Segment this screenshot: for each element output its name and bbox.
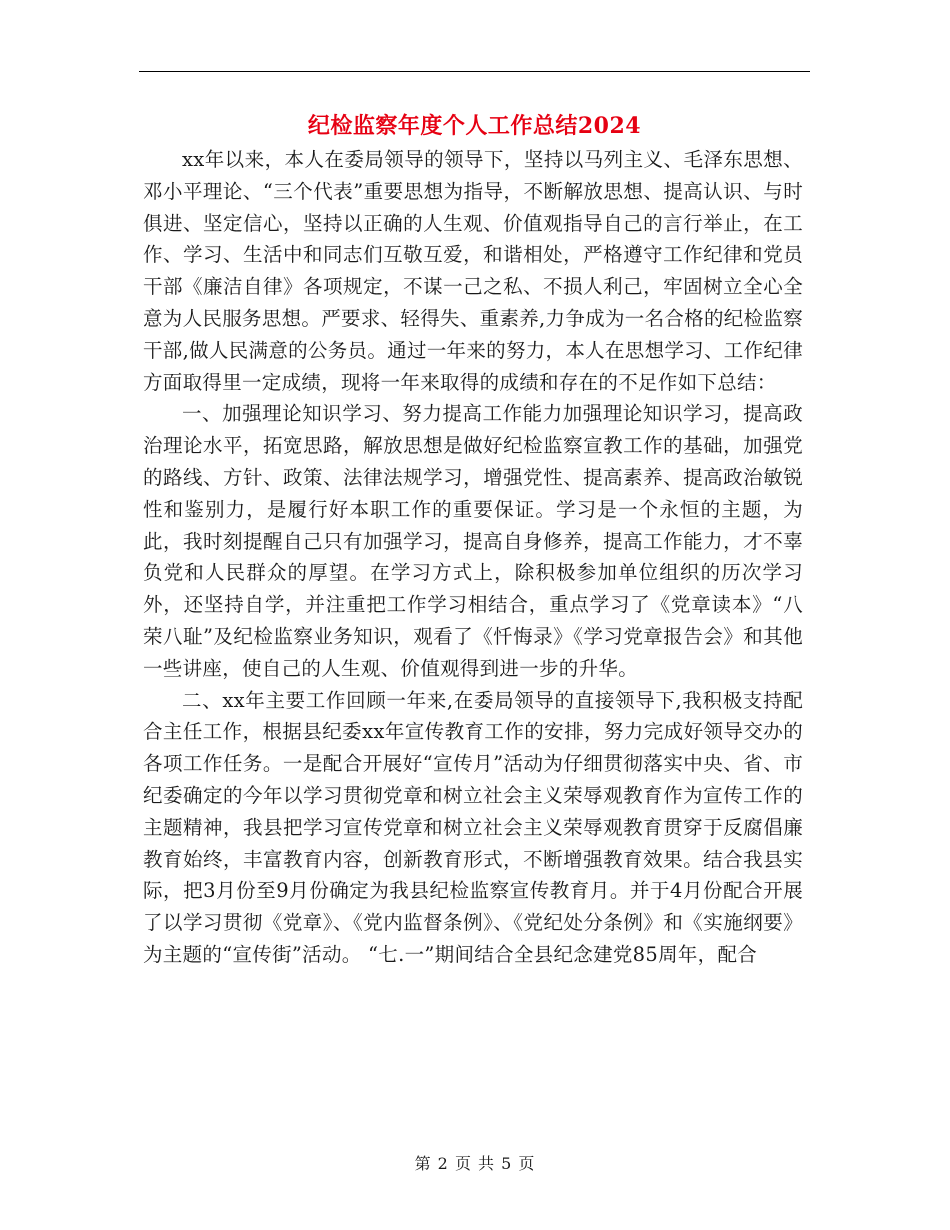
page-number: 第 2 页 共 5 页 [414,1154,536,1173]
paragraph-intro: xx年以来，本人在委局领导的领导下，坚持以马列主义、毛泽东思想、邓小平理论、“三个代表”重要思想为指导，不断解放思想、提高认识、与时俱进、坚定信心，坚持以正确的人生观、价值观指导自己的言行举止，在工作、学习、生活中和同志们互敬互爱，和谐相处，严格遵守工作纪律和党员干部《廉洁自律》各项规定，不谋一己之私、不损人利己，牢固树立全心全意为人民服务思想。严要求、轻得失、重素养,力争成为一名合格的纪检监察干部,做人民满意的公务员。通过一年来的努力，本人在思想学习、工作纪律方面取得里一定成绩，现将一年来取得的成绩和存在的不足作如下总结： [143,148,803,394]
document-title: 纪检监察年度个人工作总结2024 [307,113,642,139]
paragraph-section-one: 一、加强理论知识学习、努力提高工作能力加强理论知识学习，提高政治理论水平，拓宽思路，解放思想是做好纪检监察宣教工作的基础，加强党的路线、方针、政策、法律法规学习，增强党性、提高素养、提高政治敏锐性和鉴别力，是履行好本职工作的重要保证。学习是一个永恒的主题，为此，我时刻提醒自己只有加强学习，提高自身修养，提高工作能力，才不辜负党和人民群众的厚望。在学习方式上，除积极参加单位组织的历次学习外，还坚持自学，并注重把工作学习相结合，重点学习了《党章读本》“八荣八耻”及纪检监察业务知识，观看了《忏悔录》《学习党章报告会》和其他一些讲座，使自己的人生观、价值观得到进一步的升华。 [143,402,803,680]
paragraph-section-two: 二、xx年主要工作回顾一年来,在委局领导的直接领导下,我积极支持配合主任工作，根据县纪委xx年宣传教育工作的安排，努力完成好领导交办的各项工作任务。一是配合开展好“宣传月”活动为仔细贯彻落实中央、省、市纪委确定的今年以学习贯彻党章和树立社会主义荣辱观教育作为宣传工作的主题精神，我县把学习宣传党章和树立社会主义荣辱观教育贯穿于反腐倡廉教育始终，丰富教育内容，创新教育形式，不断增强教育效果。结合我县实际，把3月份至9月份确定为我县纪检监察宣传教育月。并于4月份配合开展了以学习贯彻《党章》、《党内监督条例》、《党纪处分条例》和《实施纲要》为主题的“宣传街”活动。 “七.一”期间结合全县纪念建党85周年，配合 [143,688,803,966]
document-body [143,144,803,971]
header-rule [139,71,810,72]
